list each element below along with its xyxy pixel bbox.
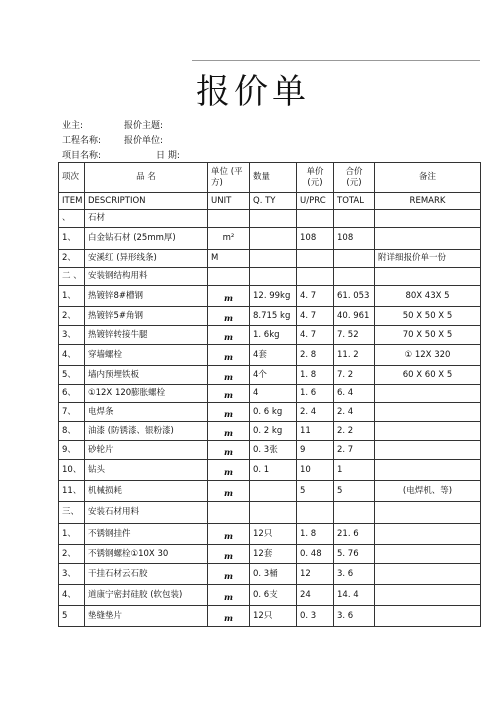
header-en-price: U/PRC: [297, 193, 334, 210]
table-row: [59, 210, 481, 228]
header-name: 品 名: [85, 163, 208, 193]
header-en-qty: Q. TY: [250, 193, 297, 210]
cell-total: 3. 6: [334, 564, 375, 585]
header-remark: 备注: [375, 163, 481, 193]
cell-name: 道康宁密封硅胶 (软包装): [85, 585, 208, 606]
cell-price: 10: [297, 460, 334, 481]
table-row: [59, 460, 481, 481]
cell-remark: 80X 43X 5: [375, 286, 481, 307]
cell-price: 4. 7: [297, 326, 334, 345]
cell-unit: m: [208, 606, 250, 627]
cell-unit: m: [208, 345, 250, 366]
cell-item: 1、: [59, 286, 85, 307]
cell-name: 热镀锌8#槽钢: [85, 286, 208, 307]
table-row: [59, 286, 481, 307]
cell-item: 8、: [59, 422, 85, 441]
cell-unit: m: [208, 366, 250, 385]
cell-price: [297, 250, 334, 268]
cell-price: 1. 6: [297, 385, 334, 403]
header-qty: 数量: [250, 163, 297, 193]
table-row: [59, 502, 481, 524]
cell-price: 0. 3: [297, 606, 334, 627]
cell-price: [297, 268, 334, 286]
cell-item: 、: [59, 210, 85, 228]
cell-remark: 附详细报价单一份: [375, 250, 481, 268]
table-row: [59, 585, 481, 606]
header-row-en: [59, 193, 481, 210]
header-unit: 单位 (平方): [208, 163, 250, 193]
cell-unit: [208, 268, 250, 286]
cell-qty: 0. 6 kg: [250, 403, 297, 422]
header-en-unit: UNIT: [208, 193, 250, 210]
table-row: [59, 228, 481, 250]
cell-name: 砂轮片: [85, 441, 208, 460]
cell-total: 21. 6: [334, 524, 375, 545]
cell-total: 2. 2: [334, 422, 375, 441]
date-label: 日 期:: [156, 151, 180, 161]
document-title: 报价单: [196, 72, 310, 112]
cell-qty: 12. 99kg: [250, 286, 297, 307]
cell-total: 11. 2: [334, 345, 375, 366]
cell-name: 穿墙螺栓: [85, 345, 208, 366]
cell-price: 0. 48: [297, 545, 334, 564]
cell-name: 热镀锌转接牛腿: [85, 326, 208, 345]
cell-remark: [375, 545, 481, 564]
cell-total: [334, 210, 375, 228]
cell-price: 4. 7: [297, 307, 334, 326]
cell-name: 石材: [85, 210, 208, 228]
cell-qty: 12只: [250, 524, 297, 545]
cell-remark: 60 X 60 X 5: [375, 366, 481, 385]
cell-name: 安溪红 (异形线条): [85, 250, 208, 268]
cell-name: 油漆 (防锈漆、银粉漆): [85, 422, 208, 441]
cell-remark: [375, 441, 481, 460]
header-en-item: ITEM: [59, 193, 85, 210]
cell-total: 5. 76: [334, 545, 375, 564]
cell-unit: [208, 210, 250, 228]
project-no-label: 项目名称:: [62, 151, 102, 161]
cell-total: 1: [334, 460, 375, 481]
cell-price: 2. 8: [297, 345, 334, 366]
cell-price: 24: [297, 585, 334, 606]
cell-remark: [375, 502, 481, 524]
cell-item: 5、: [59, 366, 85, 385]
cell-remark: [375, 564, 481, 585]
cell-total: [334, 268, 375, 286]
cell-total: [334, 502, 375, 524]
table-row: [59, 422, 481, 441]
header-en-total: TOTAL: [334, 193, 375, 210]
cell-qty: 12套: [250, 545, 297, 564]
cell-total: 7. 52: [334, 326, 375, 345]
cell-name: 热镀锌5#角钢: [85, 307, 208, 326]
table-row: [59, 268, 481, 286]
cell-qty: [250, 250, 297, 268]
cell-remark: (电焊机、等): [375, 481, 481, 502]
cell-price: [297, 502, 334, 524]
cell-unit: m: [208, 441, 250, 460]
cell-remark: [375, 606, 481, 627]
title-rule: [192, 60, 480, 61]
cell-remark: [375, 385, 481, 403]
cell-price: 11: [297, 422, 334, 441]
cell-unit: m: [208, 286, 250, 307]
cell-name: 白金钻石材 (25mm厚): [85, 228, 208, 250]
cell-item: 三、: [59, 502, 85, 524]
cell-qty: 12只: [250, 606, 297, 627]
table-row: [59, 524, 481, 545]
cell-total: 2. 4: [334, 403, 375, 422]
table-row: [59, 481, 481, 502]
cell-unit: m: [208, 481, 250, 502]
cell-item: 2、: [59, 307, 85, 326]
cell-name: 机械损耗: [85, 481, 208, 502]
cell-price: 108: [297, 228, 334, 250]
cell-total: 7. 2: [334, 366, 375, 385]
cell-total: 3. 6: [334, 606, 375, 627]
cell-qty: 8.715 kg: [250, 307, 297, 326]
cell-unit: m: [208, 403, 250, 422]
cell-remark: [375, 422, 481, 441]
table-row: [59, 385, 481, 403]
cell-unit: m: [208, 307, 250, 326]
table-row: [59, 441, 481, 460]
cell-item: 3、: [59, 326, 85, 345]
cell-item: 9、: [59, 441, 85, 460]
cell-name: 干挂石材云石胶: [85, 564, 208, 585]
cell-total: 40. 961: [334, 307, 375, 326]
cell-unit: m: [208, 545, 250, 564]
cell-total: 6. 4: [334, 385, 375, 403]
cell-name: 垫缝垫片: [85, 606, 208, 627]
cell-price: 5: [297, 481, 334, 502]
cell-qty: 4: [250, 385, 297, 403]
cell-unit: m²: [208, 228, 250, 250]
cell-item: 4、: [59, 585, 85, 606]
cell-name: 电焊条: [85, 403, 208, 422]
cell-item: 二 、: [59, 268, 85, 286]
cell-qty: 4个: [250, 366, 297, 385]
cell-qty: [250, 228, 297, 250]
quote-org-label: 报价单位:: [124, 136, 164, 146]
cell-total: 108: [334, 228, 375, 250]
cell-unit: m: [208, 585, 250, 606]
cell-qty: 0. 6支: [250, 585, 297, 606]
cell-unit: M: [208, 250, 250, 268]
header-en-remark: REMARK: [375, 193, 481, 210]
cell-item: 1、: [59, 228, 85, 250]
cell-item: 10、: [59, 460, 85, 481]
cell-qty: 1. 6kg: [250, 326, 297, 345]
cell-name: ①12X 120膨胀螺栓: [85, 385, 208, 403]
cell-item: 1、: [59, 524, 85, 545]
header-total: 合价 (元): [334, 163, 375, 193]
cell-unit: m: [208, 326, 250, 345]
quote-table: [58, 162, 481, 627]
cell-price: 2. 4: [297, 403, 334, 422]
table-row: [59, 345, 481, 366]
header-row-cn: [59, 163, 481, 193]
table-row: [59, 564, 481, 585]
cell-unit: m: [208, 564, 250, 585]
table-row: [59, 545, 481, 564]
cell-item: 6、: [59, 385, 85, 403]
cell-remark: [375, 268, 481, 286]
cell-remark: [375, 460, 481, 481]
cell-unit: [208, 502, 250, 524]
cell-price: 1. 8: [297, 366, 334, 385]
cell-item: 7、: [59, 403, 85, 422]
table-row: [59, 606, 481, 627]
cell-qty: 0. 3张: [250, 441, 297, 460]
cell-qty: [250, 210, 297, 228]
cell-qty: [250, 502, 297, 524]
table-row: [59, 326, 481, 345]
header-item: 项次: [59, 163, 85, 193]
cell-remark: 50 X 50 X 5: [375, 307, 481, 326]
cell-total: 5: [334, 481, 375, 502]
cell-name: 墙内预埋铁板: [85, 366, 208, 385]
table-row: [59, 366, 481, 385]
cell-qty: [250, 268, 297, 286]
table-row: [59, 403, 481, 422]
cell-price: 4. 7: [297, 286, 334, 307]
cell-item: 2、: [59, 545, 85, 564]
cell-remark: [375, 524, 481, 545]
cell-remark: ① 12X 320: [375, 345, 481, 366]
subject-label: 报价主题:: [124, 121, 164, 131]
cell-total: 2. 7: [334, 441, 375, 460]
cell-qty: 4套: [250, 345, 297, 366]
cell-unit: m: [208, 460, 250, 481]
header-en-name: DESCRIPTION: [85, 193, 208, 210]
cell-unit: m: [208, 524, 250, 545]
cell-item: 3、: [59, 564, 85, 585]
cell-name: 安装钢结构用料: [85, 268, 208, 286]
cell-qty: 0. 2 kg: [250, 422, 297, 441]
cell-price: 9: [297, 441, 334, 460]
cell-unit: m: [208, 422, 250, 441]
cell-item: 11、: [59, 481, 85, 502]
cell-name: 安装石材用料: [85, 502, 208, 524]
cell-qty: [250, 481, 297, 502]
cell-name: 钻头: [85, 460, 208, 481]
cell-item: 2、: [59, 250, 85, 268]
cell-remark: 70 X 50 X 5: [375, 326, 481, 345]
cell-price: 1. 8: [297, 524, 334, 545]
owner-label: 业主:: [62, 121, 84, 131]
cell-name: 不锈钢挂件: [85, 524, 208, 545]
cell-item: 4、: [59, 345, 85, 366]
header-price: 单价 (元): [297, 163, 334, 193]
cell-qty: 0. 1: [250, 460, 297, 481]
cell-unit: m: [208, 385, 250, 403]
cell-item: 5: [59, 606, 85, 627]
cell-qty: 0. 3桶: [250, 564, 297, 585]
cell-remark: [375, 585, 481, 606]
cell-total: 61. 053: [334, 286, 375, 307]
table-row: [59, 250, 481, 268]
cell-total: 14. 4: [334, 585, 375, 606]
cell-remark: [375, 210, 481, 228]
cell-total: [334, 250, 375, 268]
cell-remark: [375, 228, 481, 250]
table-row: [59, 307, 481, 326]
cell-price: 12: [297, 564, 334, 585]
cell-price: [297, 210, 334, 228]
project-name-label: 工程名称:: [62, 136, 102, 146]
cell-remark: [375, 403, 481, 422]
cell-name: 不锈钢螺栓①10X 30: [85, 545, 208, 564]
